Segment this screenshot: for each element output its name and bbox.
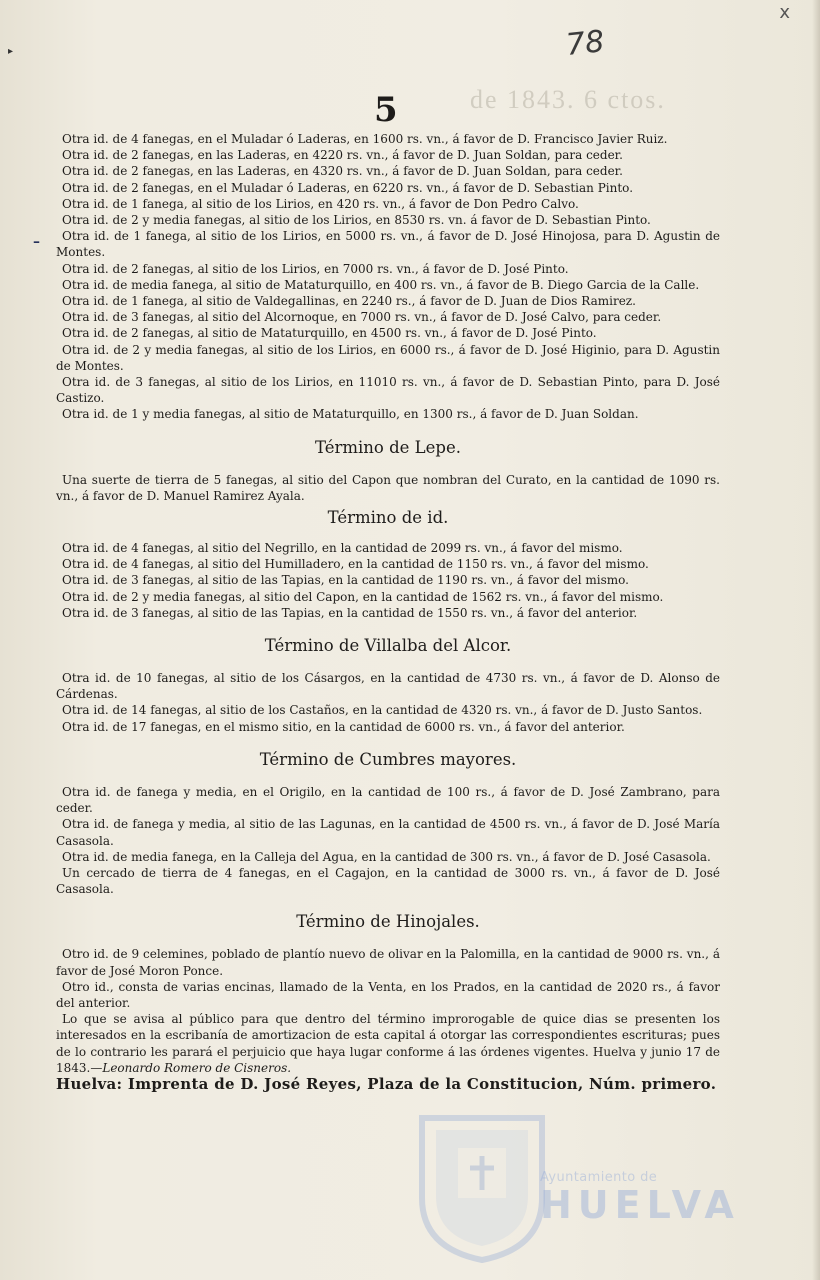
list-item: Otra id. de 3 fanegas, al sitio de los Lirios, en 11010 rs. vn., á favor de D. Sebastian Pinto, para D. José Castizo. xyxy=(56,375,720,406)
list-item: Otra id. de 1 y media fanegas, al sitio de Mataturquillo, en 1300 rs., á favor de D. Juan Soldan. xyxy=(62,407,639,422)
list-item: Otra id. de fanega y media, al sitio de las Lagunas, en la cantidad de 4500 rs. vn., á favor de D. José María Casasola. xyxy=(56,817,720,848)
archive-watermark xyxy=(540,1170,740,1225)
list-item: Otro id., consta de varias encinas, llamado de la Venta, en los Prados, en la cantidad de 2020 rs., á favor del anterior. xyxy=(56,979,720,1010)
section-heading-lepe: Término de Lepe. xyxy=(315,437,461,457)
page-edge-shadow xyxy=(812,0,820,1280)
list-item: Otra id. de 1 fanega, al sitio de los Lirios, en 420 rs. vn., á favor de Don Pedro Calvo. xyxy=(62,196,579,211)
section-heading-id: Término de id. xyxy=(327,508,449,528)
city-seal-watermark xyxy=(412,1108,552,1266)
list-item: Otra id. de 2 y media fanegas, al sitio de los Lirios, en 8530 rs. vn. á favor de D. Sebastian Pinto. xyxy=(62,213,651,228)
list-item: Otra id. de 1 fanega, al sitio de los Lirios, en 5000 rs. vn., á favor de D. José Hinojosa, para D. Agustin de Montes. xyxy=(56,229,720,260)
list-item: Otra id. de media fanega, en la Calleja del Agua, en la cantidad de 300 rs. vn., á favor de D. José Casasola. xyxy=(62,849,711,864)
list-item: Otra id. de 14 fanegas, al sitio de los Castaños, en la cantidad de 4320 rs. vn., á favor de D. Justo Santos. xyxy=(62,703,703,718)
list-item: Otra id. de fanega y media, en el Origilo, en la cantidad de 100 rs., á favor de D. José Zambrano, para ceder. xyxy=(56,784,720,816)
page-number: 5 xyxy=(374,90,398,130)
list-item: Otra id. de 2 fanegas, al sitio de los Lirios, en 7000 rs. vn., á favor de D. José Pinto. xyxy=(62,261,569,276)
list-item: Otra id. de 4 fanegas, al sitio del Negrillo, en la cantidad de 2099 rs. vn., á favor del mismo. xyxy=(62,541,623,556)
list-item: Otra id. de 2 y media fanegas, al sitio de los Lirios, en 6000 rs., á favor de D. José Higinio, para D. Agustin de Montes. xyxy=(56,342,720,373)
list-item: Otra id. de 1 fanega, al sitio de Valdegallinas, en 2240 rs., á favor de D. Juan de Dios Ramirez. xyxy=(62,294,636,309)
list-item: Otra id. de media fanega, al sitio de Mataturquillo, en 400 rs. vn., á favor de B. Diego Garcia de la Calle. xyxy=(62,277,700,292)
watermark-top-line: Ayuntamiento de xyxy=(540,1170,658,1185)
printer-imprint: Huelva: Imprenta de D. José Reyes, Plaza de la Constitucion, Núm. primero. xyxy=(56,1074,717,1093)
closing-notice xyxy=(56,1011,720,1076)
list-item: Otro id. de 9 celemines, poblado de plantío nuevo de olivar en la Palomilla, en la cantidad de 9000 rs. vn., á favor de José Moron Ponce. xyxy=(56,947,720,978)
list-item: Otra id. de 4 fanegas, al sitio del Humilladero, en la cantidad de 1150 rs. vn., á favor del mismo. xyxy=(62,557,649,572)
list-item: Otra id. de 4 fanegas, en el Muladar ó Laderas, en 1600 rs. vn., á favor de D. Francisco Javier Ruiz. xyxy=(62,132,668,146)
section-heading-cumbres: Término de Cumbres mayores. xyxy=(259,749,517,769)
section-heading-hinojales: Término de Hinojales. xyxy=(296,912,480,932)
list-item: Otra id. de 3 fanegas, al sitio de las Tapias, en la cantidad de 1190 rs. vn., á favor del mismo. xyxy=(62,573,629,588)
signature: —Leonardo Romero de Cisneros. xyxy=(90,1060,292,1075)
list-item: Un cercado de tierra de 4 fanegas, en el Cagajon, en la cantidad de 3000 rs. vn., á favor de D. José Casasola. xyxy=(56,865,720,897)
list-item: Otra id. de 10 fanegas, al sitio de los Cásargos, en la cantidad de 4730 rs. vn., á favor de D. Alonso de Cárdenas. xyxy=(56,671,720,702)
list-item: Otra id. de 2 fanegas, en las Laderas, en 4220 rs. vn., á favor de D. Juan Soldan, para ceder. xyxy=(62,148,623,163)
margin-mark: – xyxy=(33,234,40,250)
list-item: Otra id. de 2 fanegas, en el Muladar ó Laderas, en 6220 rs. vn., á favor de D. Sebastian Pinto. xyxy=(62,180,634,195)
list-item: Otra id. de 3 fanegas, al sitio del Alcornoque, en 7000 rs. vn., á favor de D. José Calvo, para ceder. xyxy=(62,310,662,325)
bleed-through-text: de 1843. 6 ctos. xyxy=(470,85,666,114)
section-heading-villalba: Término de Villalba del Alcor. xyxy=(264,636,512,656)
corner-mark: x xyxy=(779,2,790,23)
entries-list-opening xyxy=(56,131,720,423)
watermark-city: HUELVA xyxy=(540,1183,740,1227)
list-item: Otra id. de 17 fanegas, en el mismo sitio, en la cantidad de 6000 rs. vn., á favor del anterior. xyxy=(62,719,625,734)
closing-notice-text: Lo que se avisa al público para que dentro del término improrogable de quice dias se presenten los interesados en la escribanía de amortizacion de esta capital á otorgar las correspondientes escrituras; pues de lo contrario les parará el perjuicio que haya lugar conforme á las órdenes vigentes. Huelva y junio 17 de 1843. xyxy=(56,1012,720,1075)
document-body xyxy=(56,131,720,1092)
list-item: Una suerte de tierra de 5 fanegas, al sitio del Capon que nombran del Curato, en la cantidad de 1090 rs. vn., á favor de D. Manuel Ramirez Ayala. xyxy=(56,472,720,503)
list-item: Otra id. de 2 y media fanegas, al sitio del Capon, en la cantidad de 1562 rs. vn., á favor del mismo. xyxy=(62,589,664,604)
handwritten-folio-number: 78 xyxy=(564,24,606,63)
list-item: Otra id. de 2 fanegas, en las Laderas, en 4320 rs. vn., á favor de D. Juan Soldan, para ceder. xyxy=(62,164,623,179)
ink-speck: ▸ xyxy=(8,46,14,57)
list-item: Otra id. de 2 fanegas, al sitio de Mataturquillo, en 4500 rs. vn., á favor de D. José Pinto. xyxy=(62,326,597,341)
list-item: Otra id. de 3 fanegas, al sitio de las Tapias, en la cantidad de 1550 rs. vn., á favor del anterior. xyxy=(62,605,638,620)
